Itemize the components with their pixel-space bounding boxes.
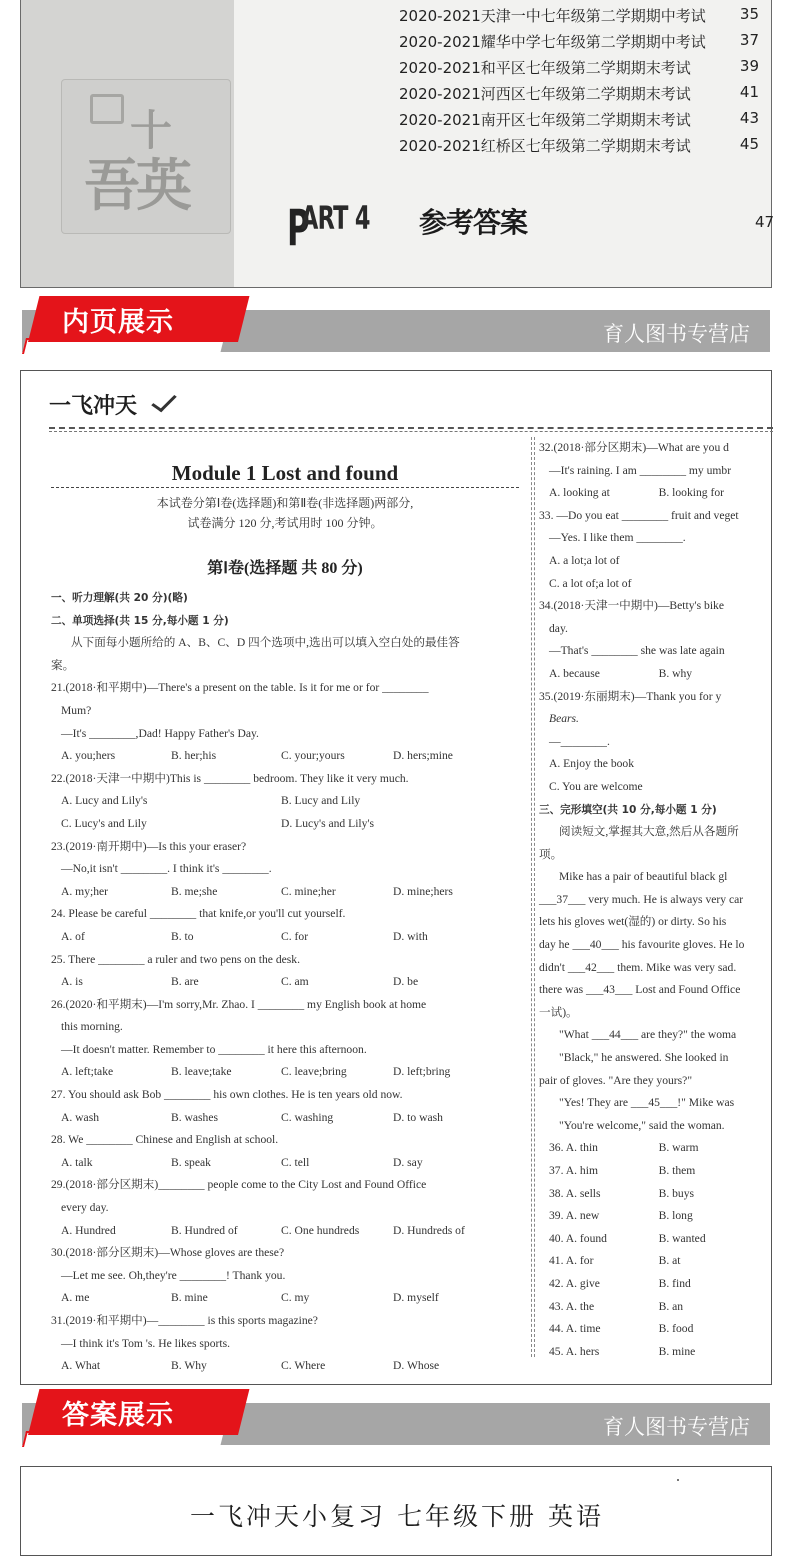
column-divider: [531, 437, 535, 1357]
header-divider: [49, 427, 773, 432]
option: 40. A. found: [549, 1231, 607, 1245]
exam-line: 34.(2018·天津一中期中)—Betty's bike: [539, 599, 724, 613]
intro-line: 本试卷分第Ⅰ卷(选择题)和第Ⅱ卷(非选择题)两部分,: [156, 496, 414, 510]
option: A. What: [61, 1359, 101, 1373]
option: A. of: [61, 929, 85, 943]
answer-options: [51, 1355, 527, 1378]
option: 39. A. new: [549, 1209, 600, 1223]
option: A. wash: [61, 1110, 99, 1124]
exam-line: —Yes. I like them ________.: [549, 531, 686, 545]
answer-page-preview: [20, 1466, 772, 1556]
cover-logo-stamp: 十 吾英: [61, 79, 231, 234]
option: 36. A. thin: [549, 1141, 598, 1155]
answer-options: [51, 926, 527, 949]
option: C. washing: [281, 1110, 334, 1124]
exam-line: 项。: [539, 847, 563, 861]
exam-line: 一试)。: [539, 1005, 578, 1019]
exam-line: 从下面每小题所给的 A、B、C、D 四个选项中,选出可以填入空白处的最佳答: [71, 636, 460, 650]
option: B. buys: [658, 1186, 695, 1200]
exam-intro: [51, 493, 519, 533]
option: D. be: [393, 975, 419, 989]
option: A. talk: [61, 1155, 93, 1169]
option: C. tell: [281, 1155, 310, 1169]
answer-options: [51, 1107, 527, 1130]
answer-options: [539, 1160, 775, 1183]
exam-line: 35.(2019·东丽期末)—Thank you for y: [539, 689, 722, 703]
toc-entry-title: 2020-2021耀华中学七年级第二学期期中考试: [399, 33, 706, 51]
option: C. leave;bring: [281, 1065, 347, 1079]
answer-options: [539, 1228, 775, 1251]
section-banner-inner-pages: [22, 296, 770, 366]
part-number-word: ART 4: [301, 199, 370, 237]
option: B. speak: [171, 1155, 211, 1169]
toc-entry-page: 43: [739, 109, 759, 127]
exam-line: "Yes! They are ___45___!" Mike was: [559, 1096, 735, 1110]
option: A. Lucy and Lily's: [61, 794, 148, 808]
option: 43. A. the: [549, 1299, 595, 1313]
option: B. at: [658, 1254, 681, 1268]
option: A. looking at: [549, 486, 610, 500]
answer-options: [539, 482, 775, 505]
exam-line: C. You are welcome: [549, 779, 643, 793]
answer-options: [51, 881, 527, 904]
exam-line: every day.: [61, 1201, 109, 1215]
option: A. left;take: [61, 1065, 114, 1079]
store-name: 育人图书专营店: [603, 1415, 750, 1439]
exam-page-preview: [20, 370, 772, 1385]
exam-line: —________.: [549, 734, 610, 748]
option: B. leave;take: [171, 1065, 232, 1079]
option: D. left;bring: [393, 1065, 451, 1079]
option: B. long: [658, 1209, 693, 1223]
exam-line: 30.(2018·部分区期末)—Whose gloves are these?: [51, 1246, 285, 1260]
exam-line: pair of gloves. "Are they yours?": [539, 1073, 693, 1087]
answer-options: [51, 1220, 527, 1243]
option: C. am: [281, 975, 309, 989]
toc-entry-title: 2020-2021河西区七年级第二学期期末考试: [399, 85, 691, 103]
answer-options: [539, 663, 775, 686]
part-title: 参考答案: [419, 206, 528, 239]
exam-line: "What ___44___ are they?" the woma: [559, 1028, 737, 1042]
answer-options: [51, 1061, 527, 1084]
exam-line: —I think it's Tom 's. He likes sports.: [61, 1336, 231, 1350]
option: D. to wash: [393, 1110, 443, 1124]
option: C. mine;her: [281, 884, 336, 898]
option: C. for: [281, 929, 309, 943]
option: C. Where: [281, 1359, 326, 1373]
exam-line: 28. We ________ Chinese and English at school.: [51, 1133, 279, 1147]
option: B. looking for: [658, 486, 724, 500]
toc-entry: [399, 83, 759, 109]
section-banner-answers: [22, 1389, 770, 1459]
exam-line: C. a lot of;a lot of: [549, 576, 632, 590]
toc-entry-title: 2020-2021红桥区七年级第二学期期末考试: [399, 137, 691, 155]
series-header: 一飞冲天: [49, 394, 138, 419]
exam-line: day he ___40___ his favourite gloves. He lo: [539, 938, 745, 952]
toc-entry: [399, 31, 759, 57]
option: D. Hundreds of: [393, 1223, 465, 1237]
option: D. Lucy's and Lily's: [281, 816, 375, 830]
exam-line: 三、完形填空(共 10 分,每小题 1 分): [539, 803, 717, 816]
option: B. an: [658, 1299, 684, 1313]
toc-entry-title: 2020-2021天津一中七年级第二学期期中考试: [399, 7, 706, 25]
option: B. Lucy and Lily: [281, 794, 361, 808]
option: B. food: [658, 1322, 694, 1336]
answer-options: [51, 971, 527, 994]
banner-label: 答案展示: [62, 1400, 174, 1431]
checkmark-icon: [151, 390, 177, 413]
option: D. Whose: [393, 1359, 440, 1373]
option: A. because: [549, 666, 600, 680]
intro-line: 试卷满分 120 分,考试用时 100 分钟。: [187, 516, 383, 530]
left-column: [51, 587, 527, 1378]
exam-line: 27. You should ask Bob ________ his own clothes. He is ten years old now.: [51, 1088, 403, 1102]
option: B. me;she: [171, 884, 218, 898]
answer-options: [539, 1273, 775, 1296]
toc-entry-page: 37: [739, 31, 759, 49]
exam-line: A. a lot;a lot of: [549, 553, 620, 567]
exam-line: 一、听力理解(共 20 分)(略): [51, 592, 188, 604]
option: B. her;his: [171, 749, 217, 763]
option: 38. A. sells: [549, 1186, 601, 1200]
toc-entry-page: 35: [739, 5, 759, 23]
store-name: 育人图书专营店: [603, 322, 750, 346]
option: A. me: [61, 1291, 90, 1305]
option: D. say: [393, 1155, 423, 1169]
exam-line: didn't ___42___ them. Mike was very sad.: [539, 960, 737, 974]
exam-line: —It's raining. I am ________ my umbr: [549, 463, 732, 477]
exam-line: "Black," he answered. She looked in: [559, 1051, 729, 1065]
answer-options: [539, 1341, 775, 1364]
exam-line: Bears.: [549, 712, 579, 726]
answer-options: [539, 1318, 775, 1341]
exam-line: 31.(2019·和平期中)—________ is this sports magazine?: [51, 1314, 318, 1327]
toc-entry: [399, 109, 759, 135]
exam-line: 阅读短文,掌握其大意,然后从各题所: [559, 825, 739, 839]
option: 45. A. hers: [549, 1344, 600, 1358]
option: B. why: [658, 666, 693, 680]
exam-line: ___37___ very much. He is always very car: [539, 892, 744, 906]
exam-line: 24. Please be careful ________ that knife,or you'll cut yourself.: [51, 907, 346, 921]
option: B. to: [171, 929, 194, 943]
exam-line: 26.(2020·和平期末)—I'm sorry,Mr. Zhao. I ________ my English book at home: [51, 997, 427, 1011]
exam-line: day.: [549, 621, 568, 635]
exam-line: Mike has a pair of beautiful black gl: [559, 870, 728, 884]
option: A. my;her: [61, 884, 109, 898]
exam-line: —It doesn't matter. Remember to ________ it here this afternoon.: [61, 1042, 367, 1056]
option: C. my: [281, 1291, 310, 1305]
answer-book-title: 一飞冲天小复习 七年级下册 英语: [190, 1502, 604, 1531]
exam-line: "You're welcome," said the woman.: [559, 1118, 725, 1132]
toc-entry: [399, 57, 759, 83]
answer-options: [539, 1296, 775, 1319]
answer-options: [51, 813, 527, 836]
exam-line: —It's ________,Dad! Happy Father's Day.: [61, 726, 259, 740]
option: 41. A. for: [549, 1254, 594, 1268]
option: C. Lucy's and Lily: [61, 816, 147, 830]
exam-line: 案。: [51, 658, 75, 672]
answer-options: [51, 1287, 527, 1310]
answer-options: [51, 790, 527, 813]
option: 37. A. him: [549, 1164, 598, 1177]
toc-entry-page: 39: [739, 57, 759, 75]
option: B. them: [658, 1164, 696, 1177]
option: A. you;hers: [61, 749, 116, 763]
option: C. One hundreds: [281, 1223, 360, 1237]
toc-panel: [20, 0, 775, 288]
toc-entry-title: 2020-2021和平区七年级第二学期期末考试: [399, 59, 691, 77]
module-underline: [51, 487, 519, 488]
toc-entry-title: 2020-2021南开区七年级第二学期期末考试: [399, 111, 691, 129]
exam-line: A. Enjoy the book: [549, 757, 635, 771]
answer-options: [539, 1183, 775, 1206]
exam-line: —Let me see. Oh,they're ________! Thank you.: [61, 1268, 286, 1282]
option: B. find: [658, 1276, 691, 1290]
option: B. Why: [171, 1359, 207, 1373]
answer-options: [51, 1152, 527, 1175]
answer-options: [51, 745, 527, 768]
module-title: Module 1 Lost and found: [171, 461, 399, 485]
banner-label: 内页展示: [62, 307, 174, 338]
exam-line: 32.(2018·部分区期末)—What are you d: [539, 441, 729, 454]
exam-line: —No,it isn't ________. I think it's ________.: [61, 862, 272, 876]
exam-line: 29.(2018·部分区期末)________ people come to the City Lost and Found Office: [51, 1178, 427, 1192]
option: A. Hundred: [61, 1223, 116, 1237]
toc-entry-page: 45: [739, 135, 759, 153]
exam-line: lets his gloves wet(湿的) or dirty. So his: [539, 915, 727, 929]
option: C. your;yours: [281, 749, 345, 763]
toc-entry-page: 41: [739, 83, 759, 101]
option: B. mine: [171, 1291, 208, 1305]
option: D. hers;mine: [393, 749, 453, 763]
exam-line: Mum?: [61, 703, 92, 717]
exam-line: 25. There ________ a ruler and two pens on the desk.: [51, 952, 300, 966]
option: B. warm: [658, 1141, 699, 1155]
option: A. is: [61, 975, 83, 989]
option: B. mine: [658, 1344, 696, 1358]
option: 42. A. give: [549, 1276, 600, 1290]
option: B. are: [171, 975, 199, 989]
part-page-number: 47: [755, 213, 775, 231]
exam-line: 33. —Do you eat ________ fruit and veget: [539, 508, 739, 522]
option: B. washes: [171, 1110, 219, 1124]
part-number-p: P: [287, 199, 309, 257]
toc-entry: [399, 5, 759, 31]
exam-line: —That's ________ she was late again: [549, 644, 725, 658]
option: D. with: [393, 929, 428, 943]
exam-line: 二、单项选择(共 15 分,每小题 1 分): [51, 614, 229, 627]
option: 44. A. time: [549, 1322, 601, 1336]
exam-line: 22.(2018·天津一中期中)This is ________ bedroom. They like it very much.: [51, 771, 409, 785]
exam-line: 23.(2019·南开期中)—Is this your eraser?: [51, 839, 247, 853]
answer-options: [539, 1137, 775, 1160]
exam-line: this morning.: [61, 1020, 123, 1034]
right-column: [539, 437, 775, 1363]
answer-options: [539, 1250, 775, 1273]
section-title: 第Ⅰ卷(选择题 共 80 分): [207, 560, 363, 577]
option: B. Hundred of: [171, 1223, 238, 1237]
exam-line: 21.(2018·和平期中)—There's a present on the table. Is it for me or for ________: [51, 681, 429, 695]
option: D. myself: [393, 1291, 439, 1305]
option: D. mine;hers: [393, 884, 453, 898]
answer-options: [539, 1205, 775, 1228]
toc-entry: [399, 135, 759, 161]
exam-line: there was ___43___ Lost and Found Office: [539, 983, 741, 997]
option: B. wanted: [658, 1231, 706, 1245]
